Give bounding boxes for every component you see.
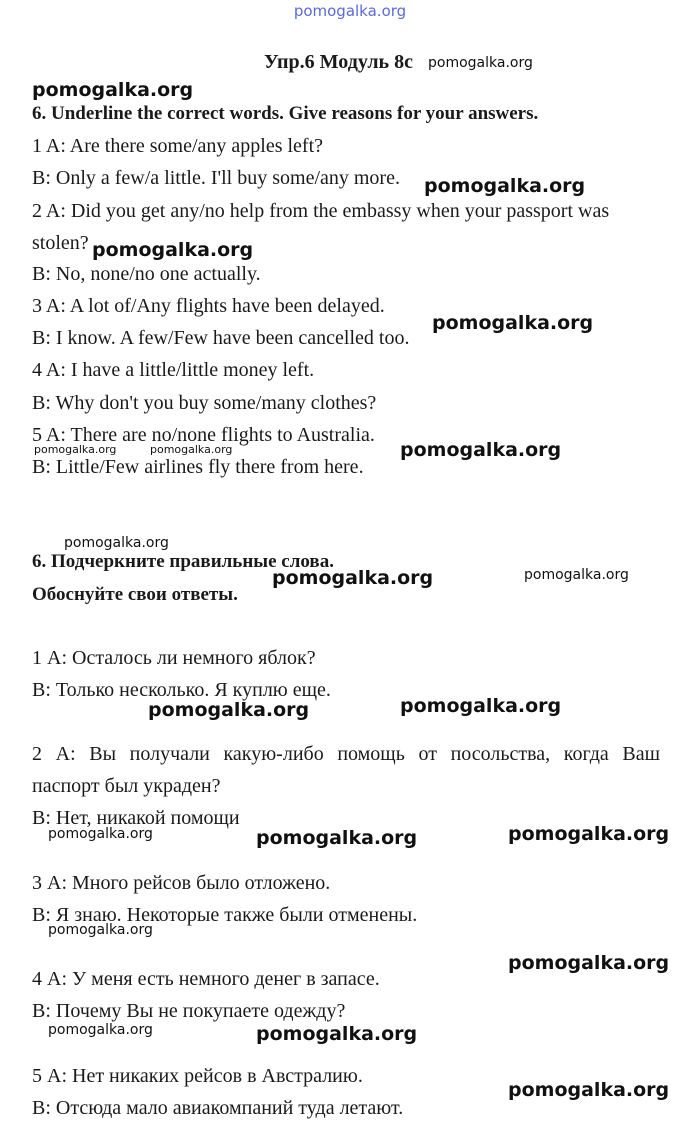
english-line: 4 A: I have a little/little money left. — [32, 359, 315, 381]
english-line: 3 A: A lot of/Any flights have been delayed. — [32, 295, 385, 317]
watermark: pomogalka.org — [48, 826, 153, 842]
russian-line: 1 А: Осталось ли немного яблок? — [32, 647, 316, 669]
russian-line: В: Нет, никакой помощи — [32, 807, 240, 829]
russian-line: В: Только несколько. Я куплю еще. — [32, 679, 331, 701]
english-line: B: Little/Few airlines fly there from here. — [32, 456, 364, 478]
watermark: pomogalka.org — [400, 695, 562, 717]
english-instruction: 6. Underline the correct words. Give reasons for your answers. — [32, 103, 539, 124]
russian-line: 5 А: Нет никаких рейсов в Австралию. — [32, 1065, 363, 1087]
watermark: pomogalka.org — [150, 443, 233, 456]
english-line: B: Why don't you buy some/many clothes? — [32, 392, 377, 414]
watermark: pomogalka.org — [256, 1023, 418, 1045]
watermark: pomogalka.org — [272, 567, 434, 589]
russian-line: 4 А: У меня есть немного денег в запасе. — [32, 968, 380, 990]
watermark: pomogalka.org — [92, 239, 254, 261]
watermark: pomogalka.org — [256, 827, 418, 849]
page-title: Упр.6 Модуль 8с — [264, 51, 414, 73]
russian-line: 2 А: Вы получали какую-либо помощь от посольства, когда Ваш — [32, 743, 660, 765]
english-line: B: Only a few/a little. I'll buy some/any more. — [32, 167, 400, 189]
watermark: pomogalka.org — [48, 1022, 153, 1038]
russian-line: В: Почему Вы не покупаете одежду? — [32, 1000, 346, 1022]
watermark: pomogalka.org — [524, 567, 629, 583]
watermark: pomogalka.org — [508, 1079, 670, 1101]
watermark: pomogalka.org — [32, 79, 194, 101]
english-line: 1 A: Are there some/any apples left? — [32, 135, 324, 157]
russian-instruction-line-2: Обоснуйте свои ответы. — [32, 584, 238, 605]
watermark: pomogalka.org — [400, 439, 562, 461]
watermark: pomogalka.org — [428, 55, 533, 71]
watermark: pomogalka.org — [432, 312, 594, 334]
russian-line: В: Отсюда мало авиакомпаний туда летают. — [32, 1097, 404, 1119]
watermark: pomogalka.org — [424, 175, 586, 197]
watermark: pomogalka.org — [34, 443, 117, 456]
english-line: B: No, none/no one actually. — [32, 263, 261, 285]
russian-line: 3 А: Много рейсов было отложено. — [32, 872, 331, 894]
top-site-link[interactable]: pomogalka.org — [293, 2, 407, 20]
russian-line: паспорт был украден? — [32, 775, 221, 797]
english-line: 2 A: Did you get any/no help from the embassy when your passport was — [32, 200, 610, 222]
watermark: pomogalka.org — [508, 823, 670, 845]
watermark: pomogalka.org — [64, 535, 169, 551]
english-line: B: I know. A few/Few have been cancelled too. — [32, 327, 410, 349]
watermark: pomogalka.org — [148, 699, 310, 721]
russian-instruction-line-1: 6. Подчеркните правильные слова. — [32, 551, 334, 572]
russian-line: В: Я знаю. Некоторые также были отменены. — [32, 904, 418, 926]
english-line: 5 A: There are no/none flights to Australia. — [32, 424, 375, 446]
watermark: pomogalka.org — [48, 922, 153, 938]
watermark: pomogalka.org — [508, 952, 670, 974]
english-line: stolen? — [32, 232, 89, 254]
